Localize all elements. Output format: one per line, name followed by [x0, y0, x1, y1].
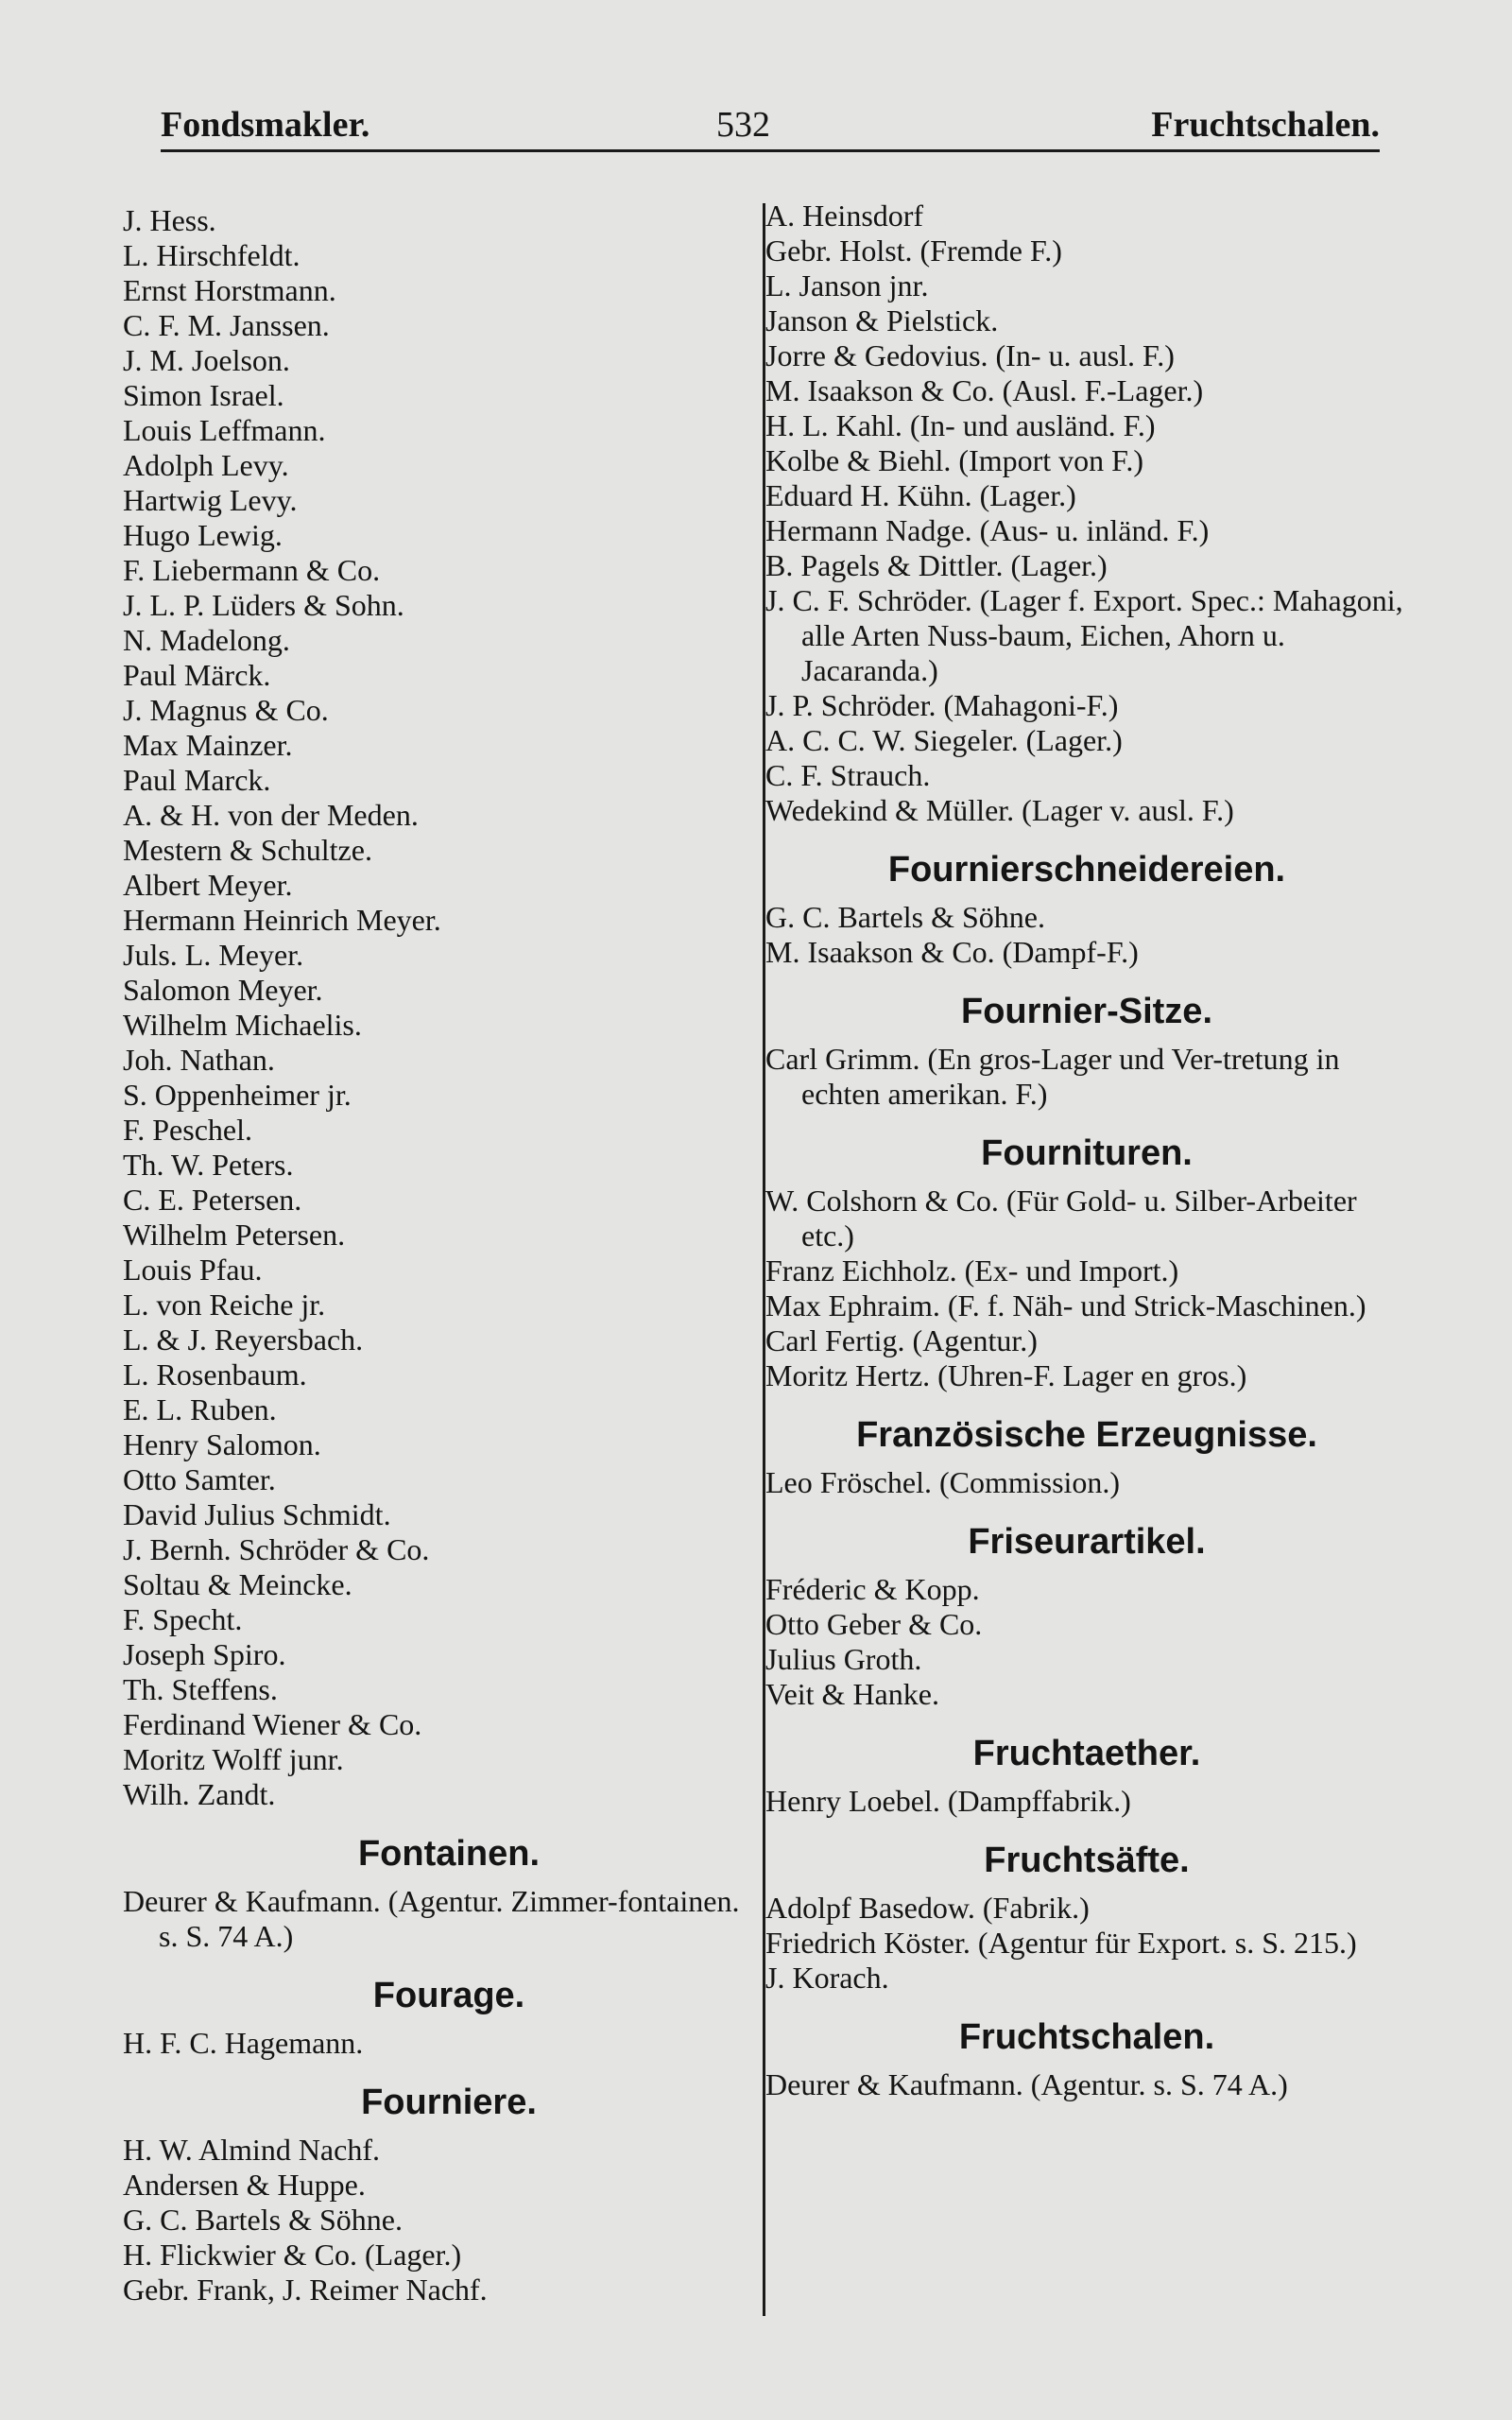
- directory-entry: Veit & Hanke.: [765, 1677, 939, 1711]
- directory-entry: Th. W. Peters.: [123, 1148, 294, 1182]
- directory-entry: G. C. Bartels & Söhne.: [765, 900, 1045, 934]
- directory-entry: Mestern & Schultze.: [123, 833, 372, 867]
- directory-entry: Otto Geber & Co.: [765, 1607, 983, 1641]
- directory-entry: H. Flickwier & Co. (Lager.): [123, 2238, 462, 2272]
- header-rule: [161, 149, 1380, 152]
- directory-entry: Eduard H. Kühn. (Lager.): [765, 478, 1076, 512]
- directory-entry: M. Isaakson & Co. (Dampf-F.): [765, 935, 1139, 969]
- section-heading: Fourage.: [372, 1976, 525, 2015]
- directory-entry: Max Ephraim. (F. f. Näh- und Strick-Maschinen.): [765, 1288, 1366, 1322]
- directory-entry: J. Magnus & Co.: [123, 693, 329, 727]
- directory-entry: A. C. C. W. Siegeler. (Lager.): [765, 723, 1123, 757]
- directory-entry: F. Peschel.: [123, 1113, 252, 1147]
- directory-entry: H. L. Kahl. (In- und ausländ. F.): [765, 408, 1156, 442]
- section-heading: Fruchtschalen.: [958, 2017, 1215, 2057]
- directory-entry: Albert Meyer.: [123, 868, 293, 902]
- directory-entry: Kolbe & Biehl. (Import von F.): [765, 443, 1144, 477]
- directory-entry: H. W. Almind Nachf.: [123, 2133, 380, 2167]
- section-heading: Fruchtaether.: [972, 1734, 1201, 1773]
- section-heading: Friseurartikel.: [968, 1522, 1206, 1562]
- directory-entry: Adolph Levy.: [123, 448, 289, 482]
- directory-entry: David Julius Schmidt.: [123, 1497, 391, 1531]
- directory-entry: Wedekind & Müller. (Lager v. ausl. F.): [765, 793, 1234, 827]
- directory-entry: Ferdinand Wiener & Co.: [123, 1707, 422, 1741]
- directory-entry: E. L. Ruben.: [123, 1392, 277, 1426]
- directory-entry: Hartwig Levy.: [123, 483, 298, 517]
- directory-entry: L. Hirschfeldt.: [123, 238, 301, 272]
- directory-entry: J. Bernh. Schröder & Co.: [123, 1532, 430, 1566]
- directory-entry: C. F. M. Janssen.: [123, 308, 330, 342]
- directory-entry: Max Mainzer.: [123, 728, 293, 762]
- directory-entry: Deurer & Kaufmann. (Agentur. s. S. 74 A.): [765, 2067, 1288, 2101]
- directory-entry: L. von Reiche jr.: [123, 1288, 326, 1322]
- directory-entry: J. L. P. Lüders & Sohn.: [123, 588, 404, 622]
- directory-entry: J. C. F. Schröder. (Lager f. Export. Spec.: Mahagoni, alle Arten Nuss-baum, Eichen, Ahorn u. Jacaranda.): [765, 583, 1403, 687]
- directory-entry: L. & J. Reyersbach.: [123, 1322, 364, 1357]
- directory-entry: M. Isaakson & Co. (Ausl. F.-Lager.): [765, 373, 1204, 407]
- directory-entry: J. P. Schröder. (Mahagoni-F.): [765, 688, 1119, 722]
- directory-entry: J. Hess.: [123, 203, 216, 237]
- directory-entry: Joh. Nathan.: [123, 1043, 275, 1077]
- directory-entry: Paul Marck.: [123, 763, 271, 797]
- header-left-keyword: Fondsmakler.: [161, 105, 370, 145]
- directory-entry: Carl Fertig. (Agentur.): [765, 1323, 1038, 1357]
- directory-entry: Wilhelm Michaelis.: [123, 1008, 362, 1042]
- page-header: [161, 104, 1380, 153]
- directory-entry: J. M. Joelson.: [123, 343, 290, 377]
- right-column: [765, 199, 1408, 2102]
- header-right-keyword: Fruchtschalen.: [1151, 105, 1380, 145]
- directory-entry: Deurer & Kaufmann. (Agentur. Zimmer-fontainen. s. S. 74 A.): [123, 1884, 740, 1953]
- directory-entry: Th. Steffens.: [123, 1672, 278, 1706]
- directory-entry: Franz Eichholz. (Ex- und Import.): [765, 1253, 1179, 1288]
- directory-entry: A. Heinsdorf: [765, 199, 924, 233]
- directory-entry: Paul Märck.: [123, 658, 271, 692]
- directory-entry: Andersen & Huppe.: [123, 2168, 366, 2202]
- directory-entry: H. F. C. Hagemann.: [123, 2026, 364, 2060]
- section-heading: Fournituren.: [981, 1133, 1193, 1173]
- directory-entry: B. Pagels & Dittler. (Lager.): [765, 548, 1108, 582]
- directory-entry: Fréderic & Kopp.: [765, 1572, 980, 1606]
- left-column: [123, 203, 756, 2308]
- directory-entry: Moritz Wolff junr.: [123, 1742, 344, 1776]
- directory-entry: Joseph Spiro.: [123, 1637, 286, 1671]
- directory-entry: F. Specht.: [123, 1602, 243, 1636]
- directory-entry: L. Janson jnr.: [765, 268, 929, 302]
- section-heading: Fournier-Sitze.: [960, 992, 1213, 1031]
- directory-entry: Wilh. Zandt.: [123, 1777, 276, 1811]
- directory-entry: W. Colshorn & Co. (Für Gold- u. Silber-Arbeiter etc.): [765, 1184, 1357, 1253]
- directory-entry: Moritz Hertz. (Uhren-F. Lager en gros.): [765, 1358, 1247, 1392]
- directory-entry: Louis Pfau.: [123, 1253, 263, 1287]
- directory-entry: C. E. Petersen.: [123, 1183, 302, 1217]
- directory-entry: Hermann Nadge. (Aus- u. inländ. F.): [765, 513, 1210, 547]
- directory-entry: L. Rosenbaum.: [123, 1357, 307, 1392]
- directory-entry: Henry Salomon.: [123, 1427, 321, 1461]
- directory-entry: Otto Samter.: [123, 1462, 276, 1496]
- directory-entry: Friedrich Köster. (Agentur für Export. s. S. 215.): [765, 1926, 1357, 1960]
- directory-entry: Simon Israel.: [123, 378, 284, 412]
- directory-entry: G. C. Bartels & Söhne.: [123, 2203, 403, 2237]
- directory-entry: Ernst Horstmann.: [123, 273, 336, 307]
- directory-entry: Janson & Pielstick.: [765, 303, 999, 337]
- section-heading: Fournierschneidereien.: [887, 850, 1286, 890]
- page-number: 532: [716, 105, 770, 145]
- directory-entry: Wilhelm Petersen.: [123, 1218, 346, 1252]
- directory-entry: Juls. L. Meyer.: [123, 938, 304, 972]
- directory-entry: Hugo Lewig.: [123, 518, 283, 552]
- directory-entry: A. & H. von der Meden.: [123, 798, 419, 832]
- section-heading: Französische Erzeugnisse.: [856, 1415, 1317, 1455]
- directory-entry: C. F. Strauch.: [765, 758, 931, 792]
- section-heading: Fourniere.: [361, 2083, 537, 2122]
- directory-entry: Salomon Meyer.: [123, 973, 323, 1007]
- directory-entry: S. Oppenheimer jr.: [123, 1078, 352, 1112]
- section-heading: Fruchtsäfte.: [984, 1841, 1190, 1880]
- directory-entry: F. Liebermann & Co.: [123, 553, 381, 587]
- directory-entry: Soltau & Meincke.: [123, 1567, 352, 1601]
- directory-entry: J. Korach.: [765, 1961, 889, 1995]
- directory-entry: Hermann Heinrich Meyer.: [123, 903, 441, 937]
- directory-entry: Louis Leffmann.: [123, 413, 326, 447]
- directory-entry: Adolpf Basedow. (Fabrik.): [765, 1891, 1090, 1925]
- section-heading: Fontainen.: [357, 1834, 541, 1874]
- directory-entry: Gebr. Holst. (Fremde F.): [765, 233, 1062, 268]
- directory-entry: Gebr. Frank, J. Reimer Nachf.: [123, 2273, 488, 2307]
- directory-entry: Carl Grimm. (En gros-Lager und Ver-tretung in echten amerikan. F.): [765, 1042, 1340, 1111]
- directory-entry: N. Madelong.: [123, 623, 290, 657]
- directory-entry: Leo Fröschel. (Commission.): [765, 1465, 1121, 1499]
- directory-entry: Jorre & Gedovius. (In- u. ausl. F.): [765, 338, 1175, 372]
- directory-entry: Julius Groth.: [765, 1642, 922, 1676]
- directory-entry: Henry Loebel. (Dampffabrik.): [765, 1784, 1131, 1818]
